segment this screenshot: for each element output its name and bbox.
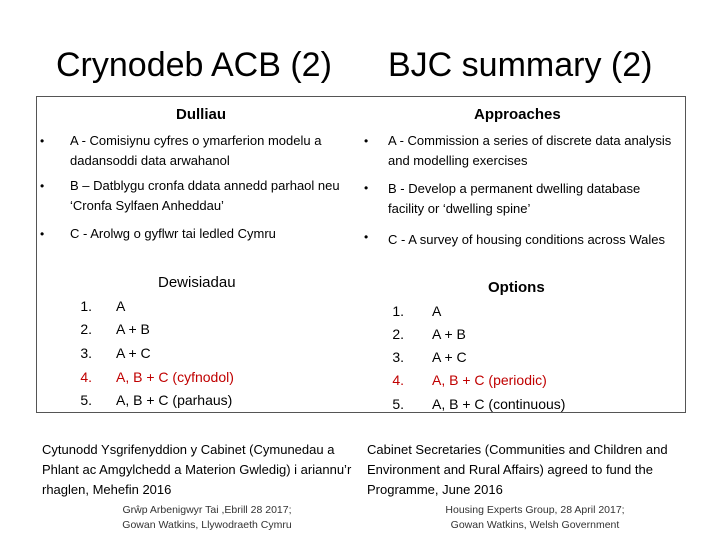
footer-welsh: Cytunodd Ysgrifenyddion y Cabinet (Cymunedau a Phlant ac Amgylchedd a Materion Gwledig) i ariannu’r rhaglen, Mehefin 2016 <box>42 442 352 497</box>
option-text: A <box>432 303 442 319</box>
credit-english-line2: Gowan Watkins, Welsh Government <box>450 519 620 531</box>
option-number-highlight: 4. <box>392 372 404 388</box>
option-number: 1. <box>80 298 92 314</box>
option-number: 1. <box>392 303 404 319</box>
bullet-dot-icon: • <box>364 134 369 148</box>
option-text: A + B <box>116 321 150 337</box>
credit-english <box>420 503 650 533</box>
bullet-dot-icon: • <box>40 227 45 241</box>
bullet-left-b: B – Datblygu cronfa ddata annedd parhaol neu ‘Cronfa Sylfaen Anheddau’ <box>70 178 340 213</box>
bullet-left-c: C - Arolwg o gyflwr tai ledled Cymru <box>70 226 276 241</box>
option-number: 2. <box>392 326 404 342</box>
credit-welsh-line1: Grŵp Arbenigwyr Tai ,Ebrill 28 2017; <box>122 504 292 516</box>
options-header-dewisiadau: Dewisiadau <box>158 274 236 291</box>
option-number: 3. <box>392 349 404 365</box>
header-dulliau: Dulliau <box>176 106 227 123</box>
option-text-highlight: A, B + C (cyfnodol) <box>116 369 234 385</box>
option-text: A + B <box>432 326 466 342</box>
credit-welsh-line2: Gowan Watkins, Llywodraeth Cymru <box>122 519 292 531</box>
option-text: A + C <box>116 345 151 361</box>
option-number: 3. <box>80 345 92 361</box>
bullet-right-b: B - Develop a permanent dwelling database facility or ‘dwelling spine’ <box>388 181 641 216</box>
option-number: 2. <box>80 321 92 337</box>
header-approaches: Approaches <box>474 106 561 123</box>
option-text: A, B + C (continuous) <box>432 396 566 412</box>
option-text: A + C <box>432 349 467 365</box>
option-number: 5. <box>80 392 92 408</box>
footer-english: Cabinet Secretaries (Communities and Children and Environment and Rural Affairs) agreed to fund the Programme, June 2016 <box>367 442 668 497</box>
bullet-right-c: C - A survey of housing conditions across Wales <box>388 232 665 247</box>
option-text-highlight: A, B + C (periodic) <box>432 372 547 388</box>
options-header-options: Options <box>488 279 545 296</box>
option-number: 5. <box>392 396 404 412</box>
bullet-dot-icon: • <box>40 134 45 148</box>
option-text: A, B + C (parhaus) <box>116 392 233 408</box>
bullet-dot-icon: • <box>40 179 45 193</box>
credit-english-line1: Housing Experts Group, 28 April 2017; <box>445 504 625 516</box>
bullet-right-a: A - Commission a series of discrete data analysis and modelling exercises <box>388 133 672 168</box>
option-text: A <box>116 298 126 314</box>
option-number-highlight: 4. <box>80 369 92 385</box>
bullet-dot-icon: • <box>364 230 369 244</box>
title-english: BJC summary (2) <box>388 46 653 84</box>
title-welsh: Crynodeb ACB (2) <box>56 46 332 84</box>
credit-welsh <box>92 503 322 533</box>
bullet-dot-icon: • <box>364 181 369 195</box>
bullet-left-a: A - Comisiynu cyfres o ymarferion modelu a dadansoddi data arwahanol <box>70 133 322 168</box>
